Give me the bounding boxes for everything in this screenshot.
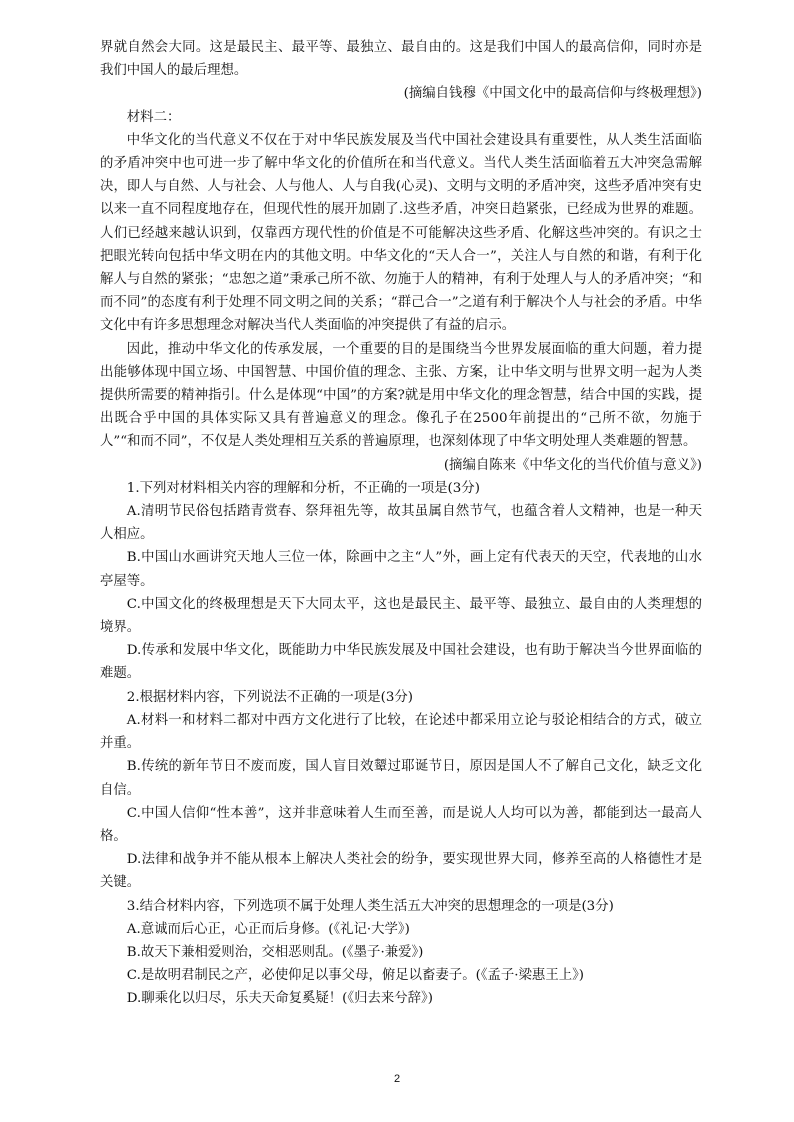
material-two-paragraph-1: 中华文化的当代意义不仅在于对中华民族发展及当代中国社会建设具有重要性，从人类生活面临的矛盾冲突中也可进一步了解中华文化的价值所在和当代意义。当代人类生活面临着五大冲突急需解决，即人与自然、人与社会、人与他人、人与自我(心灵)、文明与文明的矛盾冲突，这些矛盾冲突有史以来一直不同程度地存在，但现代性的展开加剧了.这些矛盾，冲突日趋紧张，已经成为世界的难题。人们已经越来越认识到，仅靠西方现代性的价值是不可能解决这些矛盾、化解这些冲突的。有识之士把眼光转向包括中华文明在内的其他文明。中华文化的“天人合一”，关注人与自然的和谐，有利于化解人与自然的紧张；“忠恕之道”秉承己所不欲、勿施于人的精神，有利于处理人与人的矛盾冲突；“和而不同”的态度有利于处理不同文明之间的关系；“群己合一”之道有利于解决个人与社会的矛盾。中华文化中有许多思想理念对解决当代人类面临的冲突提供了有益的启示。 — [100, 132, 702, 334]
question-stem: 2.根据材料内容，下列说法不正确的一项是(3分) — [126, 689, 413, 705]
question-option-b: B.故天下兼相爱则治，交相恶则乱。(《墨子·兼爱》) — [126, 944, 424, 960]
question-option-c: C.中国文化的终极理想是天下大同太平，这也是最民主、最平等、最独立、最自由的人类理想的境界。 — [100, 596, 702, 636]
question-2 — [100, 686, 702, 895]
question-option-b: B.传统的新年节日不废而废，国人盲目效颦过耶诞节日，原因是国人不了解自己文化，缺乏文化自信。 — [100, 759, 702, 798]
question-option-d: D.法律和战争并不能从根本上解决人类社会的纷争，要实现世界大同，修养至高的人格德性才是关键。 — [100, 852, 702, 891]
question-stem: 1.下列对材料相关内容的理解和分析，不正确的一项是(3分) — [126, 480, 480, 496]
question-option-a: A.意诚而后心正，心正而后身修。(《礼记·大学》) — [126, 921, 410, 937]
material-two-paragraph-2: 因此，推动中华文化的传承发展，一个重要的目的是围绕当今世界发展面临的重大问题，着力提出能够体现中国立场、中国智慧、中国价值的理念、主张、方案，让中华文明与世界文明一起为人类提供所需要的精神指引。什么是体现“中国”的方案?就是用中华文化的理念智慧，结合中国的实践，提出既合乎中国的具体实际又具有普遍意义的理念。像孔子在2500年前提出的“己所不欲，勿施于人”“和而不同”，不仅是人类处理相互关系的普遍原理，也深刻体现了中华文明处理人类难题的智慧。 — [100, 341, 702, 450]
question-stem: 3.结合材料内容，下列选项不属于处理人类生活五大冲突的思想理念的一项是(3分) — [126, 898, 614, 914]
page-number: 2 — [393, 1073, 401, 1085]
material-two-heading: 材料二： — [126, 109, 181, 125]
material-one-tail-text: 界就自然会大同。这是最民主、最平等、最独立、最自由的。这是我们中国人的最高信仰，同时亦是我们中国人的最后理想。 — [100, 40, 702, 79]
question-3 — [100, 895, 702, 1011]
question-option-c: C.是故明君制民之产，必使仰足以事父母，俯足以畜妻子。(《孟子·梁惠王上》) — [126, 968, 585, 984]
question-option-d: D.聊乘化以归尽，乐夫天命复奚疑！(《归去来兮辞》) — [126, 991, 433, 1007]
question-option-d: D.传承和发展中华文化，既能助力中华民族发展及中国社会建设，也有助于解决当今世界面临的难题。 — [100, 643, 702, 682]
material-two-source: (摘编自陈来《中华文化的当代价值与意义》) — [443, 457, 702, 473]
question-option-a: A.材料一和材料二都对中西方文化进行了比较，在论述中都采用立论与驳论相结合的方式，破立并重。 — [100, 712, 702, 752]
question-option-c: C.中国人信仰“性本善”，这并非意味着人生而至善，而是说人人均可以为善，都能到达一最高人格。 — [100, 805, 702, 844]
question-option-b: B.中国山水画讲究天地人三位一体，除画中之主“人”外，画上定有代表天的天空，代表地的山水亭屋等。 — [100, 550, 702, 589]
material-one-source: (摘编自钱穆《中国文化中的最高信仰与终极理想》) — [403, 86, 702, 102]
question-1 — [100, 477, 702, 686]
question-option-a: A.清明节民俗包括踏青赏春、祭拜祖先等，故其虽属自然节气，也蕴含着人文精神，也是一种天人相应。 — [100, 504, 702, 543]
